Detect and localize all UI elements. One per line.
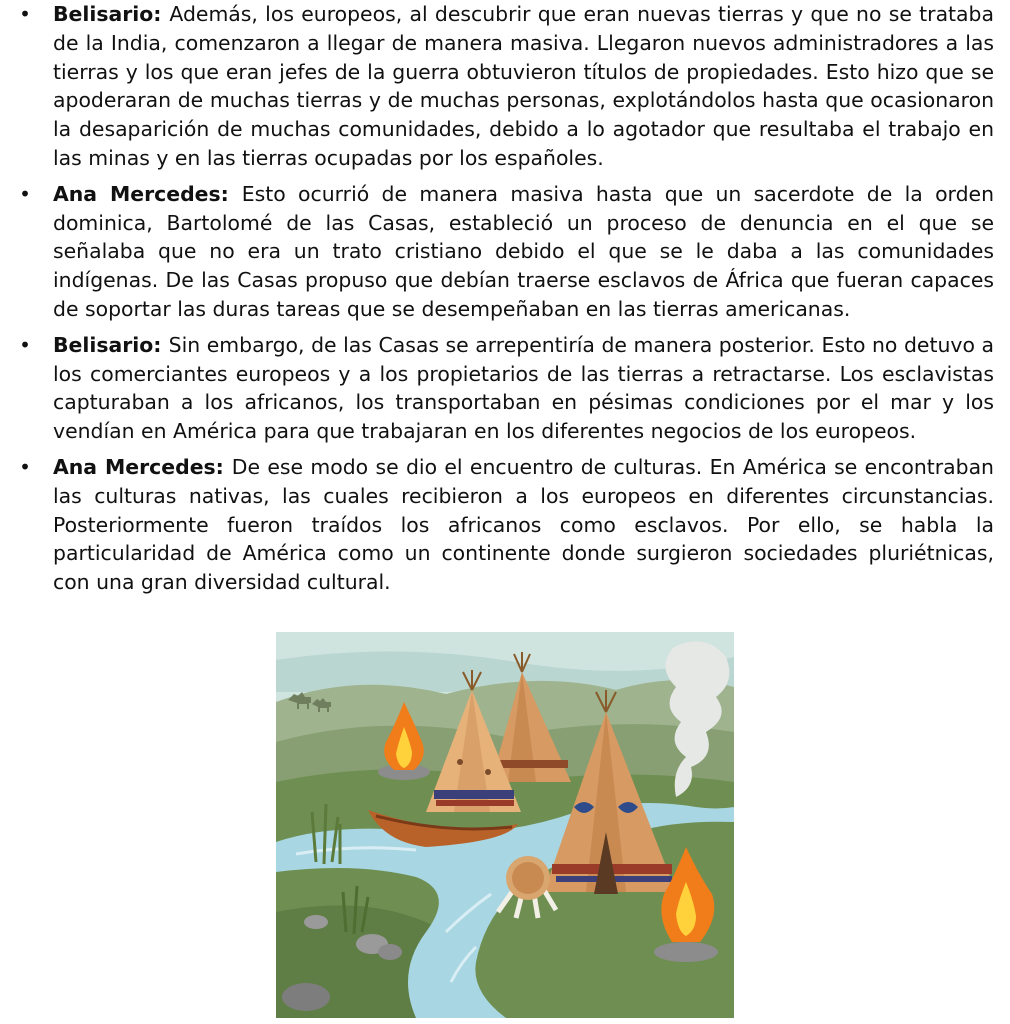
dialogue-item	[16, 331, 994, 446]
dialogue-text: Además, los europeos, al descubrir que eran nuevas tierras y que no se trataba de la India, comenzaron a llegar de manera masiva. Llegaron nuevos administradores a las tierras y los que eran jefes de la guerra obtuvieron títulos de propiedades. Esto hizo que se apoderaran de muchas tierras y de muchas personas, explotándolos hasta que ocasionaron la desaparición de muchas comunidades, debido a lo agotador que resultaba el trabajo en las minas y en las tierras ocupadas por los españoles.	[53, 2, 994, 170]
dialogue-list	[16, 0, 994, 604]
dialogue-text: De ese modo se dio el encuentro de culturas. En América se encontraban las culturas nativas, las cuales recibieron a los europeos en diferentes circunstancias. Posteriormente fueron traídos los africanos como esclavos. Por ello, se habla la particularidad de América como un continente donde surgieron sociedades pluriétnicas, con una gran diversidad cultural.	[53, 454, 994, 595]
dialogue-item	[16, 453, 994, 597]
village-illustration-icon	[276, 632, 734, 1018]
bullet-icon: •	[19, 181, 31, 206]
speaker-name: Ana Mercedes:	[53, 181, 242, 206]
speaker-name: Ana Mercedes:	[53, 454, 232, 479]
bullet-icon: •	[19, 332, 31, 357]
bullet-icon: •	[19, 454, 31, 479]
speaker-name: Belisario:	[53, 2, 170, 26]
dialogue-text: Sin embargo, de las Casas se arrepentiría de manera posterior. Esto no detuvo a los comerciantes europeos y a los propietarios de las tierras a retractarse. Los esclavistas capturaban a los africanos, los transportaban en pésimas condiciones por el mar y los vendían en América para que trabajaran en los diferentes negocios de los europeos.	[53, 332, 994, 444]
native-village-illustration	[276, 632, 734, 1018]
bullet-icon: •	[19, 2, 31, 26]
dialogue-text: Esto ocurrió de manera masiva hasta que un sacerdote de la orden dominica, Bartolomé de las Casas, estableció un proceso de denuncia en el que se señalaba que no era un trato cristiano debido el que se le daba a las comunidades indígenas. De las Casas propuso que debían traerse esclavos de África que fueran capaces de soportar las duras tareas que se desempeñaban en las tierras americanas.	[53, 181, 994, 321]
dialogue-item	[16, 180, 994, 324]
speaker-name: Belisario:	[53, 332, 169, 357]
dialogue-item	[16, 0, 994, 173]
